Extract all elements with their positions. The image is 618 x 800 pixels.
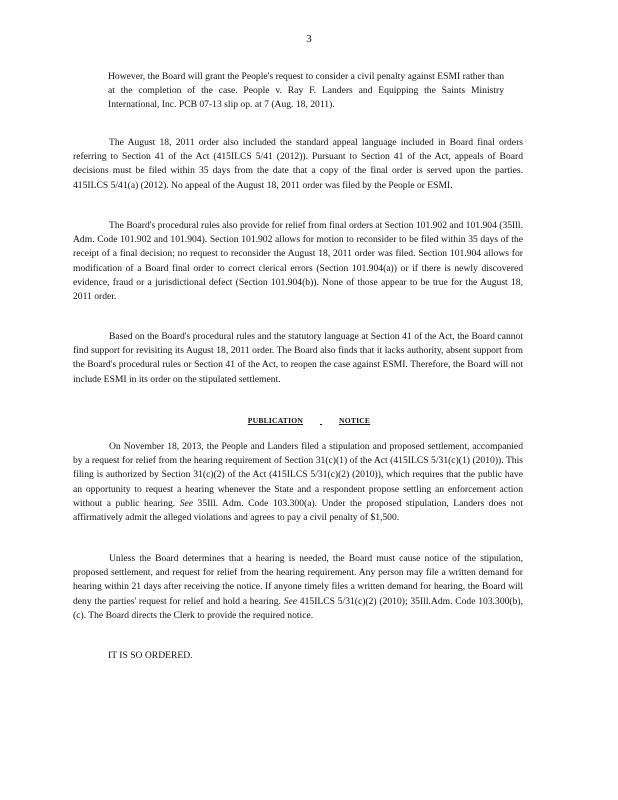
paragraph-hearing-citation: 415ILCS 5/31(c)(2) (2010); 35Ill.Adm. Code 103.300(b), (c). The Board directs the Clerk to provide the required notice. [73, 595, 524, 621]
block-quote: However, the Board will grant the People's request to consider a civil penalty against ESMI rather than at the completion of the case. People v. Ray F. Landers and Equipping the Saints Ministry International, Inc. PCB 07-13 slip op. at 7 (Aug. 18, 2011). [108, 71, 504, 111]
see-signal: See [283, 595, 298, 607]
paragraph-stipulation-text: On November 18, 2013, the People and Landers filed a stipulation and proposed settlement, accompanied by a request for relief from the hearing requirement of Section 31(c)(1) of the Act (415ILCS 5/31(c)(1) (2010)). This filing is authorized by Section 31(c)(2) of the Act (415ILCS 5/31(c)(2) (2010)), which requires that the public have an opportunity to request a hearing whenever the State and a respondent propose settling an enforcement action without a public hearing. [73, 441, 523, 509]
see-signal: See [179, 497, 194, 509]
section-heading [0, 416, 618, 425]
paragraph-stipulation-citation: 35Ill. Adm. Code 103.300(a). Under the proposed stipulation, Landers does not affirmatively admit the alleged violations and agrees to pay a civil penalty of $1,500. [73, 497, 523, 524]
paragraph-stipulation [73, 440, 523, 525]
paragraph-appeal-language: The August 18, 2011 order also included the standard appeal language included in Board final orders referring to Section 41 of the Act (415ILCS 5/41 (2012)). Pursuant to Section 41 of the Act, appeals of Board decisions must be filed within 35 days from the date that a copy of the final order is served upon the parties. 415ILCS 5/41(a) (2012). No appeal of the August 18, 2011 order was filed by the People or ESMI. [73, 137, 523, 191]
paragraph-board-finding: Based on the Board's procedural rules and the statutory language at Section 41 of the Act, the Board cannot find support for revisiting its August 18, 2011 order. The Board also finds that it lacks authority, absent support from the Board's procedural rules or Section 41 of the Act, to reopen the case against ESMI. Therefore, the Board will not include ESMI in its order on the stipulated settlement. [73, 331, 523, 385]
paragraph-hearing-text: Unless the Board determines that a hearing is needed, the Board must cause notice of the stipulation, proposed settlement, and request for relief from the hearing requirement. Any person may file a written demand for hearing within 21 days after receiving the notice. If anyone timely files a written demand for hearing, the Board will deny the parties' request for relief and hold a hearing. [73, 553, 523, 607]
page-number: 3 [306, 33, 312, 45]
closing-order: IT IS SO ORDERED. [108, 650, 193, 661]
heading-notice: NOTICE [339, 416, 371, 425]
heading-spacer [303, 416, 339, 425]
paragraph-procedural-rules: The Board's procedural rules also provide for relief from final orders at Section 101.902 and 101.904 (35Ill. Adm. Code 101.902 and 101.904). Section 101.902 allows for motion to reconsider to be filed within 35 days of the receipt of a final decision; no request to reconsider the August 18, 2011 order was filed. Section 101.904 allows for modification of a Board final order to correct clerical errors (Section 101.904(a)) or if there is newly discovered evidence, fraud or a jurisdictional defect (Section 101.904(b)). None of those appear to be true for the August 18, 2011 order. [73, 220, 523, 303]
paragraph-hearing-notice [73, 552, 523, 623]
heading-publication: PUBLICATION [247, 416, 304, 425]
